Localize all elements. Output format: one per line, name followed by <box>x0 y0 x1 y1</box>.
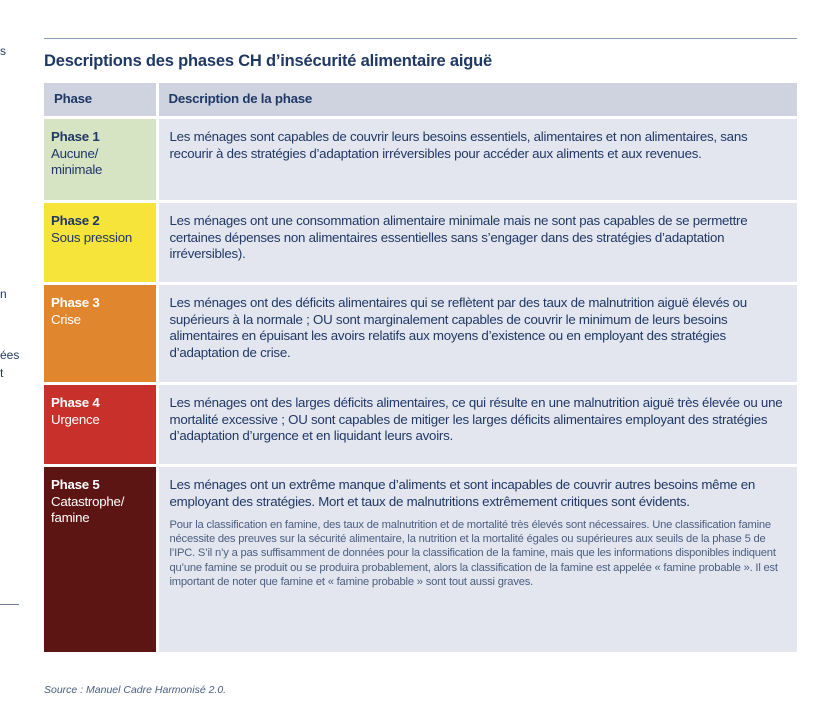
phase-name: Phase 2 <box>51 213 100 228</box>
phase-name: Phase 5 <box>51 477 100 492</box>
phase-description <box>157 466 797 654</box>
description-text: Les ménages ont des larges déficits alimentaires, ce qui résulte en une malnutrition aiguë très élevée ou une mortalité excessive ; OU sont capables de mitiger les larges déficits alimentaires employant des stratégies d’adaptation d’urgence et en liquidant leurs avoirs. <box>169 395 783 443</box>
phase-description <box>157 384 797 466</box>
table-header-row <box>44 83 797 118</box>
table-title: Descriptions des phases CH d’insécurité alimentaire aiguë <box>44 52 493 70</box>
edge-fragment: t <box>0 366 4 380</box>
phase-name: Phase 4 <box>51 395 100 410</box>
phase-description <box>157 118 797 202</box>
edge-fragment: s <box>0 44 6 58</box>
description-text: Les ménages ont des déficits alimentaires qui se reflètent par des taux de malnutrition aiguë élevés ou supérieurs à la normale ; OU sont marginalement capables de couvrir le minimum de leurs besoins alimentaires en épuisant les avoirs relatifs aux moyens d’existence ou en employant des stratégies d’adaptation de crise. <box>169 295 747 360</box>
header-phase: Phase <box>44 83 157 118</box>
edge-fragment: n <box>0 287 7 301</box>
table-row <box>44 466 797 654</box>
table-row <box>44 284 797 384</box>
phase-description <box>157 202 797 284</box>
edge-divider <box>0 604 19 605</box>
famine-note: Pour la classification en famine, des taux de malnutrition et de mortalité très élevés sont nécessaires. Une classification famine nécessite des preuves sur la sécurité alimentaire, la nutrition et la mortalité égales ou supérieures aux seuils de la phase 5 de l’IPC. S’il n’y a pas suffisamment de données pour la classification de la famine, mais que les informations disponibles indiquent qu’une famine se produit ou se produira probablement, alors la classification de la famine est appelée « famine probable ». Il est important de noter que famine et « famine probable » sont tout aussi graves. <box>169 519 778 588</box>
description-text: Les ménages ont une consommation alimentaire minimale mais ne sont pas capables de se permettre certaines dépenses non alimentaires essentielles sans s’engager dans des stratégies d’adaptation irréversibles). <box>169 213 748 261</box>
phase-cell <box>44 202 157 284</box>
phase-description <box>157 284 797 384</box>
phase-label: Crise <box>51 311 81 327</box>
phase-name: Phase 3 <box>51 295 100 310</box>
phase-name: Phase 1 <box>51 129 100 144</box>
description-text: Les ménages sont capables de couvrir leurs besoins essentiels, alimentaires et non alimentaires, sans recourir à des stratégies d’adaptation irréversibles pour accéder aux aliments et aux revenues. <box>169 129 748 161</box>
table-row <box>44 118 797 202</box>
description-text: Les ménages ont un extrême manque d’aliments et sont incapables de couvrir autres besoins même en employant des stratégies. Mort et taux de malnutritions extrêmement critiques sont évidents. <box>169 477 756 509</box>
phase-cell <box>44 384 157 466</box>
table-row <box>44 384 797 466</box>
phase-label: Catastrophe/ famine <box>51 493 125 525</box>
edge-fragment: ées <box>0 348 20 362</box>
phase-table <box>44 83 797 655</box>
header-description: Description de la phase <box>157 83 797 118</box>
phase-cell <box>44 118 157 202</box>
top-divider <box>44 38 797 39</box>
phase-cell <box>44 466 157 654</box>
source-caption: Source : Manuel Cadre Harmonisé 2.0. <box>44 684 227 696</box>
phase-cell <box>44 284 157 384</box>
phase-label: Urgence <box>51 411 100 427</box>
table-row <box>44 202 797 284</box>
phase-label: Aucune/ minimale <box>51 145 103 177</box>
phase-label: Sous pression <box>51 229 133 245</box>
